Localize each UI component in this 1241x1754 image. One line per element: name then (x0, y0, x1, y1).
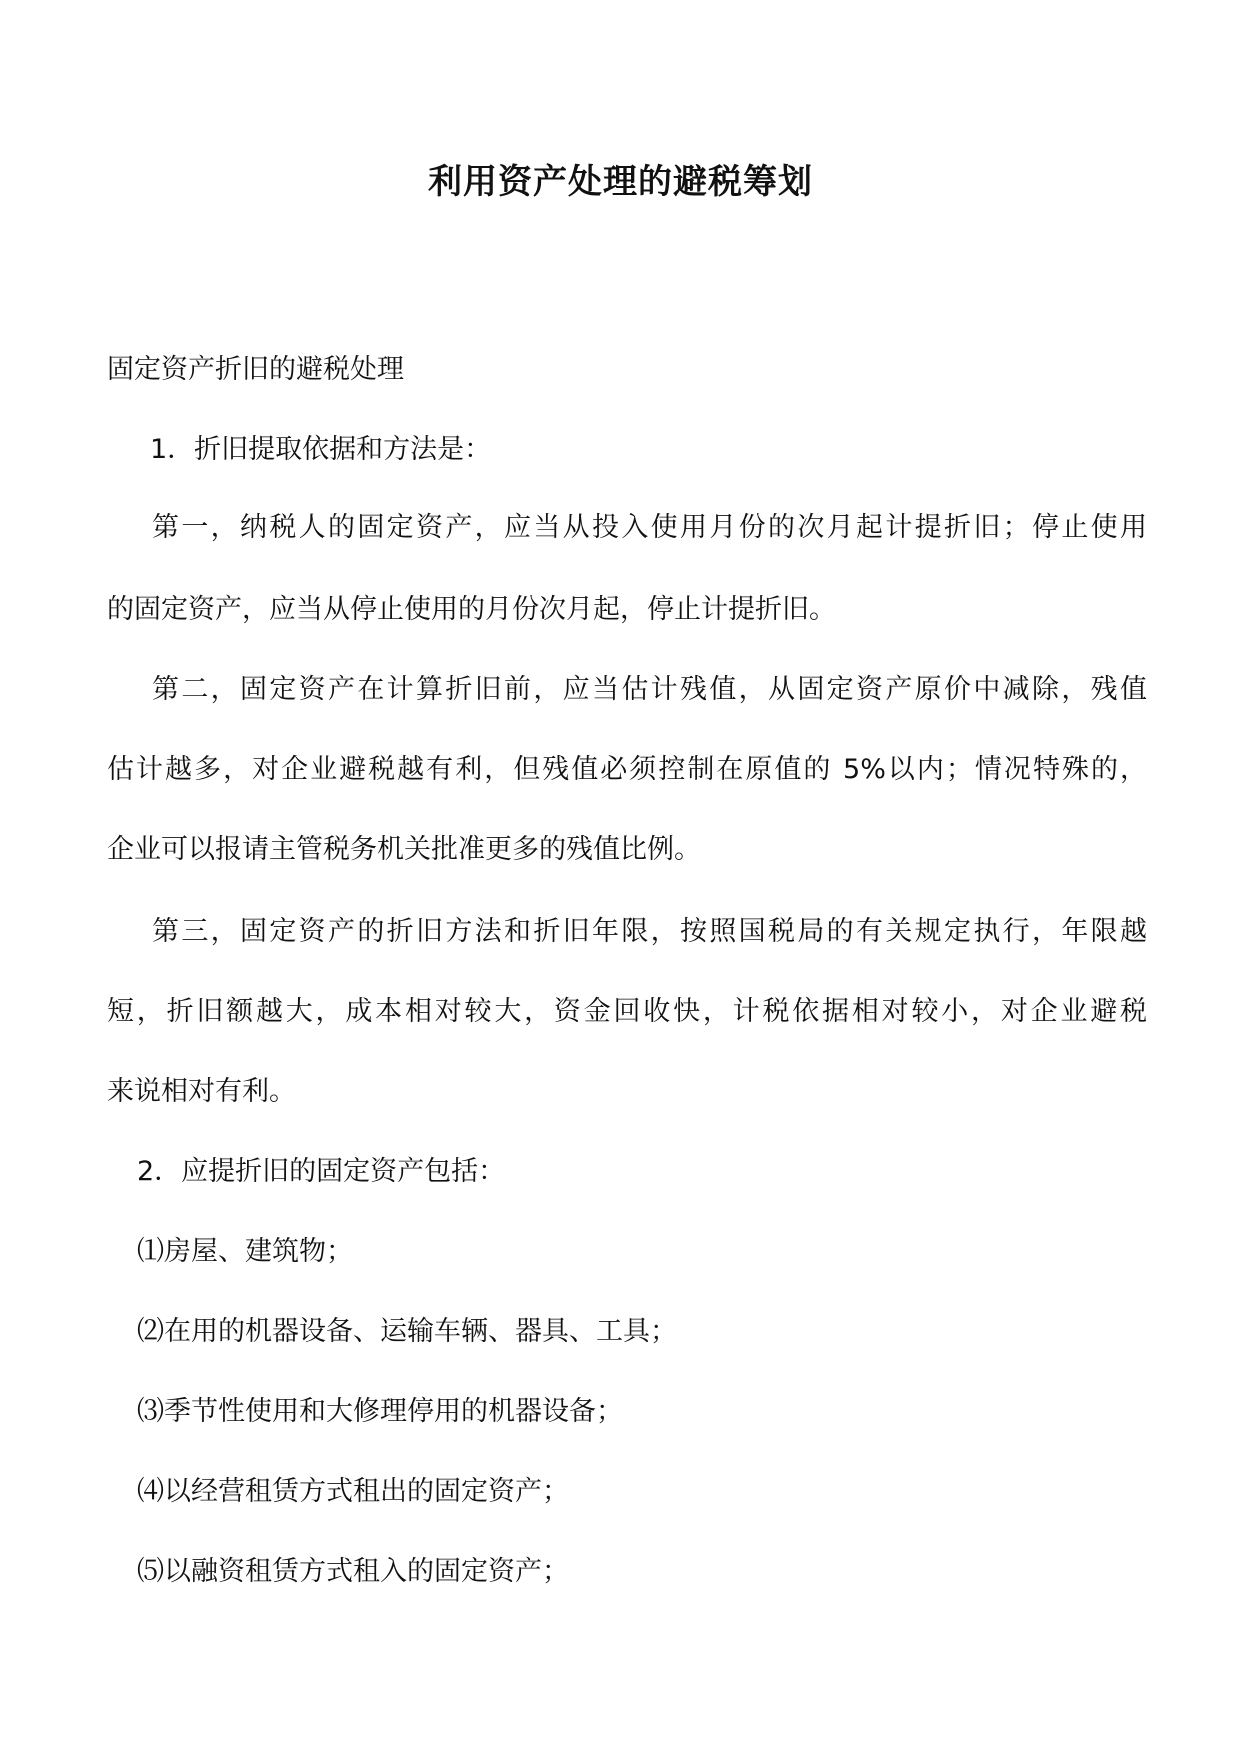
paragraph-3-line-2: 短，折旧额越大，成本相对较大，资金回收快，计税依据相对较小，对企业避税 (107, 996, 1147, 1027)
paragraph-3-line-3: 来说相对有利。 (107, 1076, 296, 1107)
paragraph-2-line-1: 第二，固定资产在计算折旧前，应当估计残值，从固定资产原价中减除，残值 (152, 674, 1147, 705)
paragraph-1-line-1: 第一，纳税人的固定资产，应当从投入使用月份的次月起计提折旧；停止使用 (152, 512, 1147, 543)
list-item: ⑶季节性使用和大修理停用的机器设备； (137, 1396, 623, 1427)
list-item: ⑸以融资租赁方式租入的固定资产； (137, 1556, 569, 1587)
list-item: ⑵在用的机器设备、运输车辆、器具、工具； (137, 1316, 677, 1347)
list-item: ⑷以经营租赁方式租出的固定资产； (137, 1476, 569, 1507)
item1-heading: 1．折旧提取依据和方法是： (150, 434, 492, 465)
paragraph-1-line-2: 的固定资产，应当从停止使用的月份次月起，停止计提折旧。 (107, 594, 836, 625)
paragraph-2-line-3: 企业可以报请主管税务机关批准更多的残值比例。 (107, 834, 701, 865)
section-heading: 固定资产折旧的避税处理 (107, 354, 404, 385)
paragraph-2-line-2: 估计越多，对企业避税越有利，但残值必须控制在原值的 5%以内；情况特殊的， (107, 754, 1147, 785)
list-item: ⑴房屋、建筑物； (137, 1236, 353, 1267)
document-title: 利用资产处理的避税筹划 (428, 162, 813, 202)
paragraph-3-line-1: 第三，固定资产的折旧方法和折旧年限，按照国税局的有关规定执行，年限越 (152, 916, 1147, 947)
item2-heading: 2．应提折旧的固定资产包括： (137, 1156, 506, 1187)
